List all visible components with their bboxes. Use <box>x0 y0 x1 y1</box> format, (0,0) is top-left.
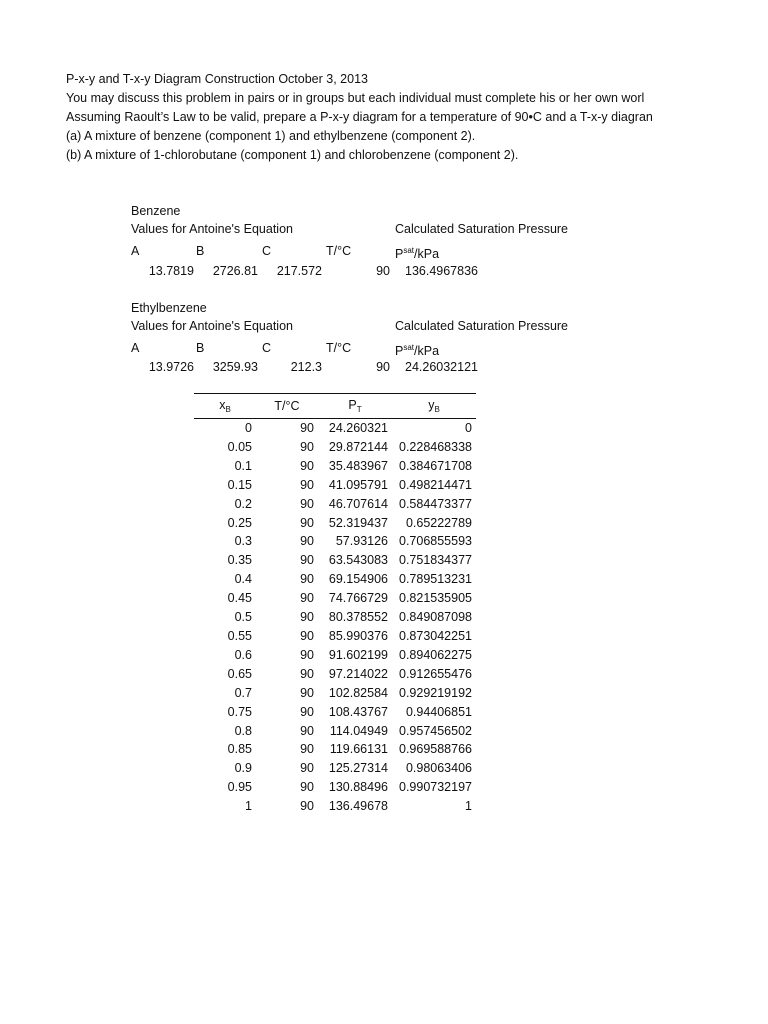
cell-pt: 119.66131 <box>329 742 388 757</box>
cell-pt: 130.88496 <box>328 780 388 795</box>
cell-pt: 74.766729 <box>328 591 388 606</box>
cell-yb: 0.873042251 <box>399 628 472 643</box>
cell-xb: 0.7 <box>234 685 252 700</box>
cell-xb: 0.25 <box>227 515 252 530</box>
cell-pt: 52.319437 <box>328 515 388 530</box>
cell-yb: 1 <box>465 799 472 814</box>
cell-xb: 0.8 <box>234 723 252 738</box>
table-row <box>194 551 476 570</box>
cell-pt: 29.872144 <box>328 439 388 454</box>
table-row <box>194 608 476 627</box>
cell-temperature: 90 <box>300 591 314 606</box>
pxy-data-table <box>194 393 476 816</box>
cell-temperature: 90 <box>300 477 314 492</box>
ethylbenzene-antoine-label: Values for Antoine's Equation <box>131 319 293 333</box>
table-row <box>194 797 476 816</box>
cell-temperature: 90 <box>300 458 314 473</box>
cell-pt: 108.43767 <box>328 704 388 719</box>
cell-xb: 0.35 <box>227 553 252 568</box>
cell-xb: 0.4 <box>234 572 252 587</box>
cell-temperature: 90 <box>300 799 314 814</box>
table-row <box>194 438 476 457</box>
table-row <box>194 665 476 684</box>
cell-pt: 41.095791 <box>328 477 388 492</box>
cell-pt: 136.49678 <box>328 799 388 814</box>
benzene-header-b: B <box>196 244 205 258</box>
table-row <box>194 627 476 646</box>
task-statement: Assuming Raoult’s Law to be valid, prepare a P-x-y diagram for a temperature of 90•C and a T-x-y diagran <box>66 110 653 124</box>
cell-yb: 0.65222789 <box>405 515 472 530</box>
cell-xb: 0.95 <box>227 780 252 795</box>
cell-temperature: 90 <box>300 761 314 776</box>
header-pt: $P_T$ <box>318 394 392 419</box>
benzene-psat-value: 136.4967836 <box>405 264 478 278</box>
table-row <box>194 514 476 533</box>
benzene-header-a: A <box>131 244 140 258</box>
cell-pt: 46.707614 <box>328 496 388 511</box>
cell-yb: 0.929219192 <box>399 685 472 700</box>
ethylbenzene-b-value: 3259.93 <box>212 360 258 374</box>
cell-temperature: 90 <box>300 515 314 530</box>
cell-pt: 35.483967 <box>328 458 388 473</box>
benzene-header-c: C <box>262 244 272 258</box>
benzene-header-t: T/°C <box>326 244 352 258</box>
cell-temperature: 90 <box>300 421 314 435</box>
cell-xb: 0 <box>245 421 252 435</box>
cell-temperature: 90 <box>300 704 314 719</box>
cell-yb: 0.990732197 <box>399 780 472 795</box>
table-row <box>194 570 476 589</box>
table-row <box>194 703 476 722</box>
cell-pt: 114.04949 <box>329 723 388 738</box>
table-row <box>194 419 476 438</box>
cell-temperature: 90 <box>300 439 314 454</box>
benzene-b-value: 2726.81 <box>212 264 258 278</box>
table-row <box>194 646 476 665</box>
ethylbenzene-calc-label: Calculated Saturation Pressure <box>395 319 569 333</box>
cell-xb: 0.6 <box>234 647 252 662</box>
cell-yb: 0.228468338 <box>399 439 472 454</box>
cell-yb: 0.584473377 <box>399 496 472 511</box>
cell-yb: 0.751834377 <box>399 553 472 568</box>
header-temperature: T/°C <box>256 394 318 419</box>
cell-yb: 0.849087098 <box>399 610 472 625</box>
table-row <box>194 589 476 608</box>
cell-temperature: 90 <box>300 628 314 643</box>
cell-yb: 0.894062275 <box>399 647 472 662</box>
table-row <box>194 740 476 759</box>
cell-xb: 0.05 <box>227 439 252 454</box>
ethylbenzene-c-value: 212.3 <box>290 360 322 374</box>
header-yb: $y_B$ <box>392 394 476 419</box>
table-row <box>194 759 476 778</box>
table-row <box>194 495 476 514</box>
cell-pt: 102.82584 <box>328 685 388 700</box>
cell-xb: 0.3 <box>234 534 252 549</box>
cell-yb: 0.706855593 <box>399 534 472 549</box>
ethylbenzene-label: Ethylbenzene <box>131 301 207 315</box>
ethylbenzene-psat-value: 24.26032121 <box>405 360 478 374</box>
cell-xb: 1 <box>245 799 252 814</box>
intro-text <box>66 70 766 165</box>
cell-pt: 63.543083 <box>328 553 388 568</box>
cell-xb: 0.65 <box>227 666 252 681</box>
cell-temperature: 90 <box>300 685 314 700</box>
table-row <box>194 722 476 741</box>
part-b: (b) A mixture of 1-chlorobutane (component 1) and chlorobenzene (component 2). <box>66 148 519 162</box>
cell-temperature: 90 <box>300 534 314 549</box>
benzene-t-value: 90 <box>376 264 390 278</box>
table-row <box>194 684 476 703</box>
table-body <box>194 419 476 817</box>
cell-xb: 0.45 <box>227 591 252 606</box>
cell-pt: 80.378552 <box>328 610 388 625</box>
cell-temperature: 90 <box>300 496 314 511</box>
cell-pt: 125.27314 <box>328 761 388 776</box>
ethylbenzene-header-p: $P^{sat}$/kPa <box>395 343 440 358</box>
assignment-title: P-x-y and T-x-y Diagram Construction October 3, 2013 <box>66 72 368 86</box>
cell-pt: 69.154906 <box>328 572 388 587</box>
cell-xb: 0.55 <box>227 628 252 643</box>
cell-xb: 0.85 <box>227 742 252 757</box>
ethylbenzene-t-value: 90 <box>376 360 390 374</box>
cell-pt: 85.990376 <box>328 628 388 643</box>
cell-temperature: 90 <box>300 610 314 625</box>
cell-xb: 0.5 <box>234 610 252 625</box>
cell-yb: 0.94406851 <box>405 704 472 719</box>
collaboration-note: You may discuss this problem in pairs or in groups but each individual must complete his or her own worl <box>66 91 645 105</box>
ethylbenzene-header-t: T/°C <box>326 341 352 355</box>
cell-yb: 0.789513231 <box>399 572 472 587</box>
cell-yb: 0 <box>465 421 472 435</box>
ethylbenzene-header-c: C <box>262 341 272 355</box>
benzene-antoine-label: Values for Antoine's Equation <box>131 222 293 236</box>
cell-temperature: 90 <box>300 780 314 795</box>
cell-temperature: 90 <box>300 647 314 662</box>
ethylbenzene-header-b: B <box>196 341 205 355</box>
cell-temperature: 90 <box>300 572 314 587</box>
table-row <box>194 457 476 476</box>
table-row <box>194 778 476 797</box>
cell-yb: 0.98063406 <box>405 761 472 776</box>
cell-xb: 0.2 <box>234 496 252 511</box>
benzene-calc-label: Calculated Saturation Pressure <box>395 222 569 236</box>
cell-yb: 0.384671708 <box>399 458 472 473</box>
cell-temperature: 90 <box>300 723 314 738</box>
part-a: (a) A mixture of benzene (component 1) and ethylbenzene (component 2). <box>66 129 476 143</box>
benzene-header-p: $P^{sat}$/kPa <box>395 246 440 261</box>
table-header-row <box>194 394 476 419</box>
cell-temperature: 90 <box>300 742 314 757</box>
cell-xb: 0.75 <box>227 704 252 719</box>
cell-pt: 57.93126 <box>335 534 388 549</box>
cell-pt: 91.602199 <box>328 647 388 662</box>
cell-xb: 0.15 <box>227 477 252 492</box>
cell-yb: 0.957456502 <box>399 723 472 738</box>
cell-yb: 0.498214471 <box>399 477 472 492</box>
cell-pt: 97.214022 <box>328 666 388 681</box>
benzene-c-value: 217.572 <box>276 264 322 278</box>
cell-yb: 0.821535905 <box>399 591 472 606</box>
cell-temperature: 90 <box>300 666 314 681</box>
cell-yb: 0.969588766 <box>399 742 472 757</box>
ethylbenzene-a-value: 13.9726 <box>148 360 194 374</box>
table-row <box>194 532 476 551</box>
table-row <box>194 476 476 495</box>
cell-xb: 0.9 <box>234 761 252 776</box>
header-xb: $x_B$ <box>194 394 256 419</box>
ethylbenzene-header-a: A <box>131 341 140 355</box>
benzene-a-value: 13.7819 <box>148 264 194 278</box>
cell-temperature: 90 <box>300 553 314 568</box>
benzene-label: Benzene <box>131 204 181 218</box>
cell-yb: 0.912655476 <box>399 666 472 681</box>
cell-pt: 24.260321 <box>328 421 388 435</box>
cell-xb: 0.1 <box>234 458 252 473</box>
